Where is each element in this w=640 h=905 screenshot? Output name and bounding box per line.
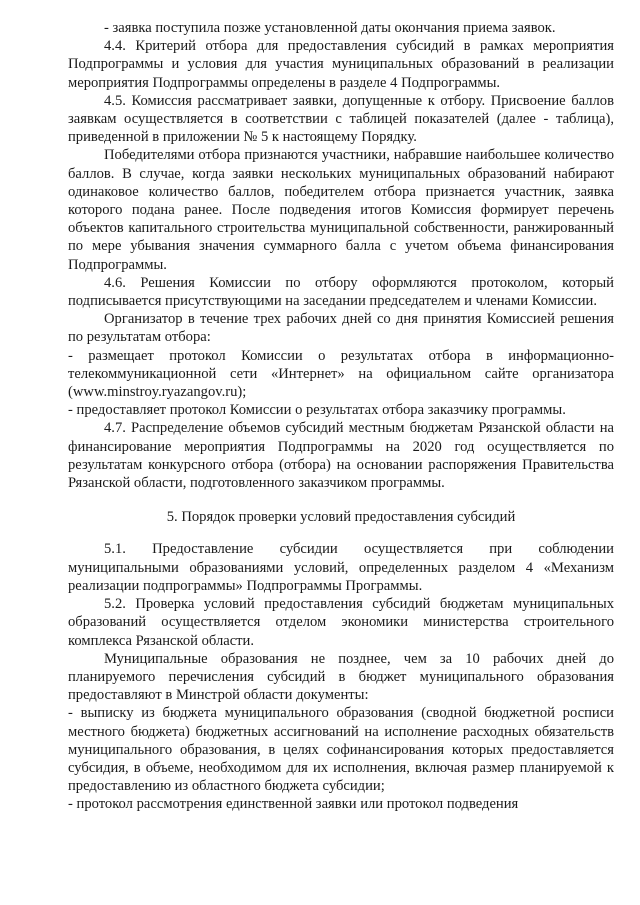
document-body xyxy=(68,19,614,814)
section-heading: 5. Порядок проверки условий предоставления субсидий xyxy=(166,509,516,526)
paragraph-winners: Победителями отбора признаются участники, набравшие наибольшее количество баллов. В случае, когда заявки нескольких муниципальных образований набирают одинаковое количество баллов, победителем отбора признается участник, заявка которого подана ранее. После подведения итогов Комиссия формирует перечень объектов капитального строительства муниципальной собственности, ранжированный по мере убывания значения суммарного балла с учетом объема финансирования Подпрограммы. xyxy=(68,147,614,273)
paragraph-5-1: 5.1. Предоставление субсидии осуществляется при соблюдении муниципальными образованиями условий, определенных разделом 4 «Механизм реализации подпрограммы» Подпрограммы Программы. xyxy=(68,541,614,594)
paragraph-4-7: 4.7. Распределение объемов субсидий местным бюджетам Рязанской области на финансирование мероприятия Подпрограммы на 2020 год осуществляется по результатам конкурсного отбора (отбора) на основании распоряжения Правительства Рязанской области, подготовленного заказчиком программы. xyxy=(68,420,614,492)
paragraph-protocol-review: - протокол рассмотрения единственной заявки или протокол подведения xyxy=(68,796,519,813)
paragraph-municipal-docs: Муниципальные образования не позднее, чем за 10 рабочих дней до планируемого перечисления субсидий в бюджет муниципального образования предоставляют в Минстрой области документы: xyxy=(68,650,614,704)
paragraph-4-5: 4.5. Комиссия рассматривает заявки, допущенные к отбору. Присвоение баллов заявкам осуществляется в соответствии с таблицей показателей (далее - таблица), приведенной в приложении № 5 к настоящему Порядку. xyxy=(68,92,614,146)
paragraph-4-4: 4.4. Критерий отбора для предоставления субсидий в рамках мероприятия Подпрограммы и условия для участия муниципальных образований в реализации мероприятия Подпрограммы определены в разделе 4 Подпрограммы. xyxy=(68,38,614,91)
paragraph-organizer: Организатор в течение трех рабочих дней со дня принятия Комиссией решения по результатам отбора: xyxy=(68,311,614,346)
paragraph-4-6: 4.6. Решения Комиссии по отбору оформляются протоколом, который подписывается присутствующими на заседании председателем и членами Комиссии. xyxy=(68,274,614,310)
paragraph-5-2: 5.2. Проверка условий предоставления субсидий бюджетам муниципальных образований осуществляется отделом экономики министерства строительного комплекса Рязанской области. xyxy=(68,596,614,649)
paragraph-publish-protocol: - размещает протокол Комиссии о результатах отбора в информационно-телекоммуникационной сети «Интернет» на официальном сайте организатора (www.minstroy.ryazangov.ru); xyxy=(68,347,614,401)
paragraph-late-application: - заявка поступила позже установленной даты окончания приема заявок. xyxy=(104,20,556,36)
paragraph-budget-extract: - выписку из бюджета муниципального образования (сводной бюджетной росписи местного бюджета) бюджетных ассигнований на исполнение расходных обязательств муниципального образования, в целях софинансирования которых предоставляется субсидия, в объеме, необходимом для их исполнения, включая размер планируемой к предоставлению из областного бюджета субсидии; xyxy=(68,705,614,795)
paragraph-provide-protocol: - предоставляет протокол Комиссии о результатах отбора заказчику программы. xyxy=(68,402,566,419)
